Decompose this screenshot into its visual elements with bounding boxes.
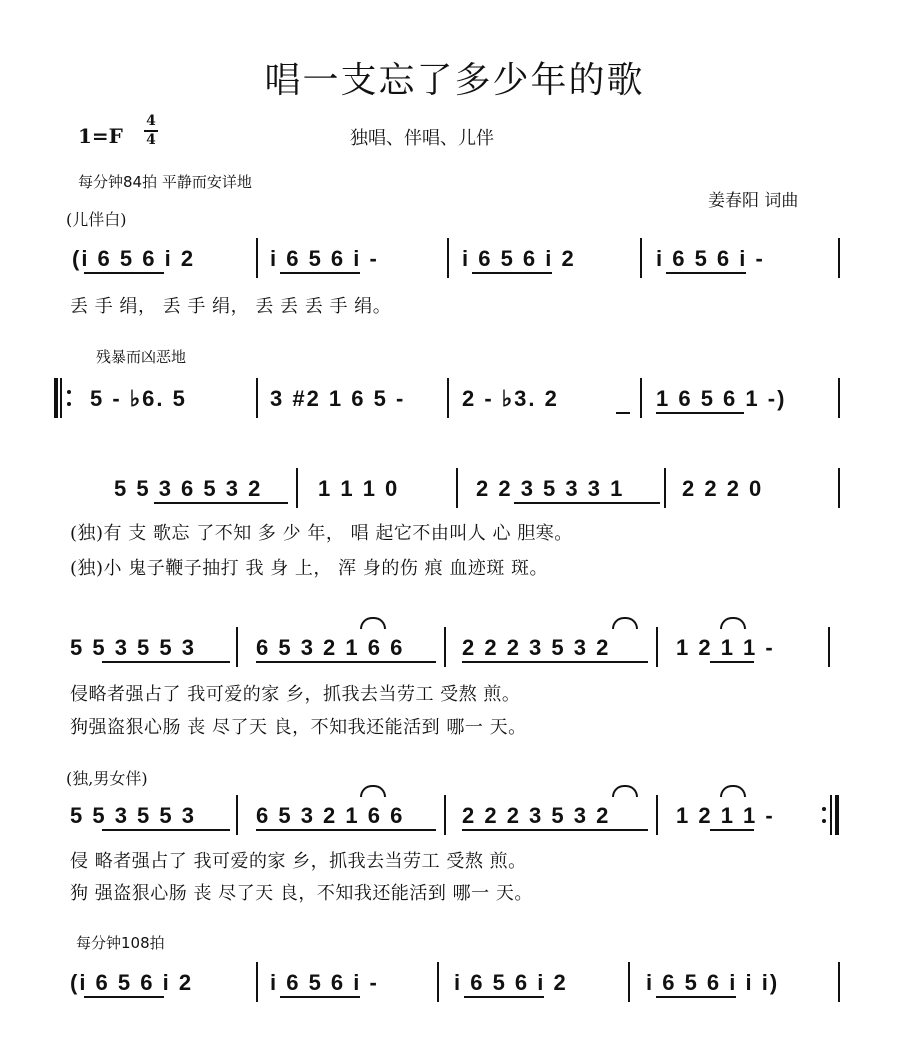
time-sig-bottom: 4 (146, 132, 156, 148)
measure-3: i 6 5 6 i 2 (454, 970, 568, 995)
barline (656, 795, 658, 835)
barline (447, 238, 449, 278)
barline (296, 468, 298, 508)
measure-2: 6 5 3 2 1 6 6 (256, 803, 405, 828)
staff-line-5 (70, 795, 845, 835)
barline (640, 378, 642, 418)
song-title: 唱一支忘了多少年的歌 (264, 60, 645, 101)
fermata-icon (720, 617, 746, 629)
barline (236, 627, 238, 667)
measure-2: 6 5 3 2 1 6 6 (256, 635, 405, 660)
lyrics-verse-1: (独)有 支 歌忘 了不知 多 少 年， 唱 起它不由叫人 心 胆寒。 (70, 523, 573, 544)
underline (656, 996, 736, 998)
repeat-end-barline (830, 795, 832, 835)
expression-marking: 残暴而凶恶地 (96, 348, 187, 366)
measure-1: 5 5 3 5 5 3 (70, 635, 196, 660)
underline (84, 272, 164, 274)
underline (84, 996, 164, 998)
measure-3: 2 2 2 3 5 3 2 (462, 803, 611, 828)
barline (828, 627, 830, 667)
underline (656, 412, 744, 414)
staff-line-1 (70, 238, 845, 278)
underline (464, 996, 544, 998)
repeat-start-barline (60, 378, 62, 418)
lyrics-verse-2: (独)小 鬼子鞭子抽打 我 身 上， 浑 身的伤 痕 血迹斑 斑。 (70, 558, 549, 579)
time-sig-top: 4 (146, 113, 156, 129)
measure-2: i 6 5 6 i - (270, 970, 379, 995)
staff-line-3 (70, 468, 845, 508)
measure-3: 2 2 3 5 3 3 1 (476, 476, 625, 501)
measure-1: (i 6 5 6 i 2 (72, 246, 196, 271)
barline (236, 795, 238, 835)
measure-2: 3 #2 1 6 5 - (270, 386, 406, 411)
barline (444, 627, 446, 667)
staff-line-6 (70, 962, 845, 1002)
lyrics-line-1: 丢 手 绢， 丢 手 绢， 丢 丢 丢 手 绢。 (70, 296, 392, 317)
underline (462, 661, 648, 663)
performance-type: 独唱、伴唱、儿伴 (350, 128, 494, 149)
barline (456, 468, 458, 508)
part-label: (儿伴白) (66, 210, 127, 229)
underline (462, 829, 648, 831)
underline (710, 661, 754, 663)
fermata-icon (360, 617, 386, 629)
barline (838, 468, 840, 508)
barline (838, 238, 840, 278)
barline (664, 468, 666, 508)
measure-1: (i 6 5 6 i 2 (70, 970, 194, 995)
barline (628, 962, 630, 1002)
underline (280, 996, 360, 998)
barline (256, 238, 258, 278)
key-signature: 1=F (78, 124, 123, 148)
repeat-start-barline (54, 378, 58, 418)
measure-4: 1 6 5 6 1 -) (656, 386, 787, 411)
fermata-icon (612, 617, 638, 629)
measure-4: 2 2 2 0 (682, 476, 764, 501)
fermata-icon (720, 785, 746, 797)
measure-4: i 6 5 6 i - (656, 246, 765, 271)
underline (280, 272, 360, 274)
fermata-icon (612, 785, 638, 797)
lyrics-verse-1: 侵略者强占了 我可爱的家 乡，抓我去当劳工 受熬 煎。 (70, 684, 521, 705)
underline (514, 502, 660, 504)
measure-4: 1 2 1 1 - (676, 803, 775, 828)
barline (640, 238, 642, 278)
measure-3: i 6 5 6 i 2 (462, 246, 576, 271)
measure-2: 1 1 1 0 (318, 476, 400, 501)
part-label: (独,男女伴) (66, 769, 148, 788)
measure-1: 5 5 3 6 5 3 2 (114, 476, 263, 501)
tempo-marking: 每分钟84拍 平静而安详地 (78, 173, 252, 191)
measure-4: 1 2 1 1 - (676, 635, 775, 660)
barline (838, 378, 840, 418)
underline (102, 829, 230, 831)
lyrics-verse-2: 狗 强盗狠心肠 丧 尽了天 良，不知我还能活到 哪一 天。 (70, 883, 533, 904)
barline (256, 378, 258, 418)
measure-3: 2 2 2 3 5 3 2 (462, 635, 611, 660)
time-signature (143, 113, 159, 149)
barline (437, 962, 439, 1002)
underline (102, 661, 230, 663)
barline (444, 795, 446, 835)
underline (154, 502, 288, 504)
underline (256, 661, 436, 663)
author-credit: 姜春阳 词曲 (708, 191, 799, 211)
repeat-end-barline (835, 795, 839, 835)
barline (838, 962, 840, 1002)
measure-1: 5 - ♭6. 5 (90, 386, 187, 411)
barline (256, 962, 258, 1002)
measure-1: 5 5 3 5 5 3 (70, 803, 196, 828)
lyrics-verse-2: 狗强盗狠心肠 丧 尽了天 良，不知我还能活到 哪一 天。 (70, 717, 527, 738)
underline (256, 829, 436, 831)
fermata-icon (360, 785, 386, 797)
lyrics-verse-1: 侵 略者强占了 我可爱的家 乡，抓我去当劳工 受熬 煎。 (70, 851, 527, 872)
barline (656, 627, 658, 667)
underline (616, 412, 630, 414)
staff-line-2 (70, 378, 845, 418)
barline (447, 378, 449, 418)
measure-2: i 6 5 6 i - (270, 246, 379, 271)
tempo-marking: 每分钟108拍 (76, 934, 165, 952)
underline (666, 272, 746, 274)
staff-line-4 (70, 627, 845, 667)
underline (472, 272, 552, 274)
measure-4: i 6 5 6 i i i) (646, 970, 780, 995)
underline (710, 829, 754, 831)
measure-3: 2 - ♭3. 2 (462, 386, 559, 411)
